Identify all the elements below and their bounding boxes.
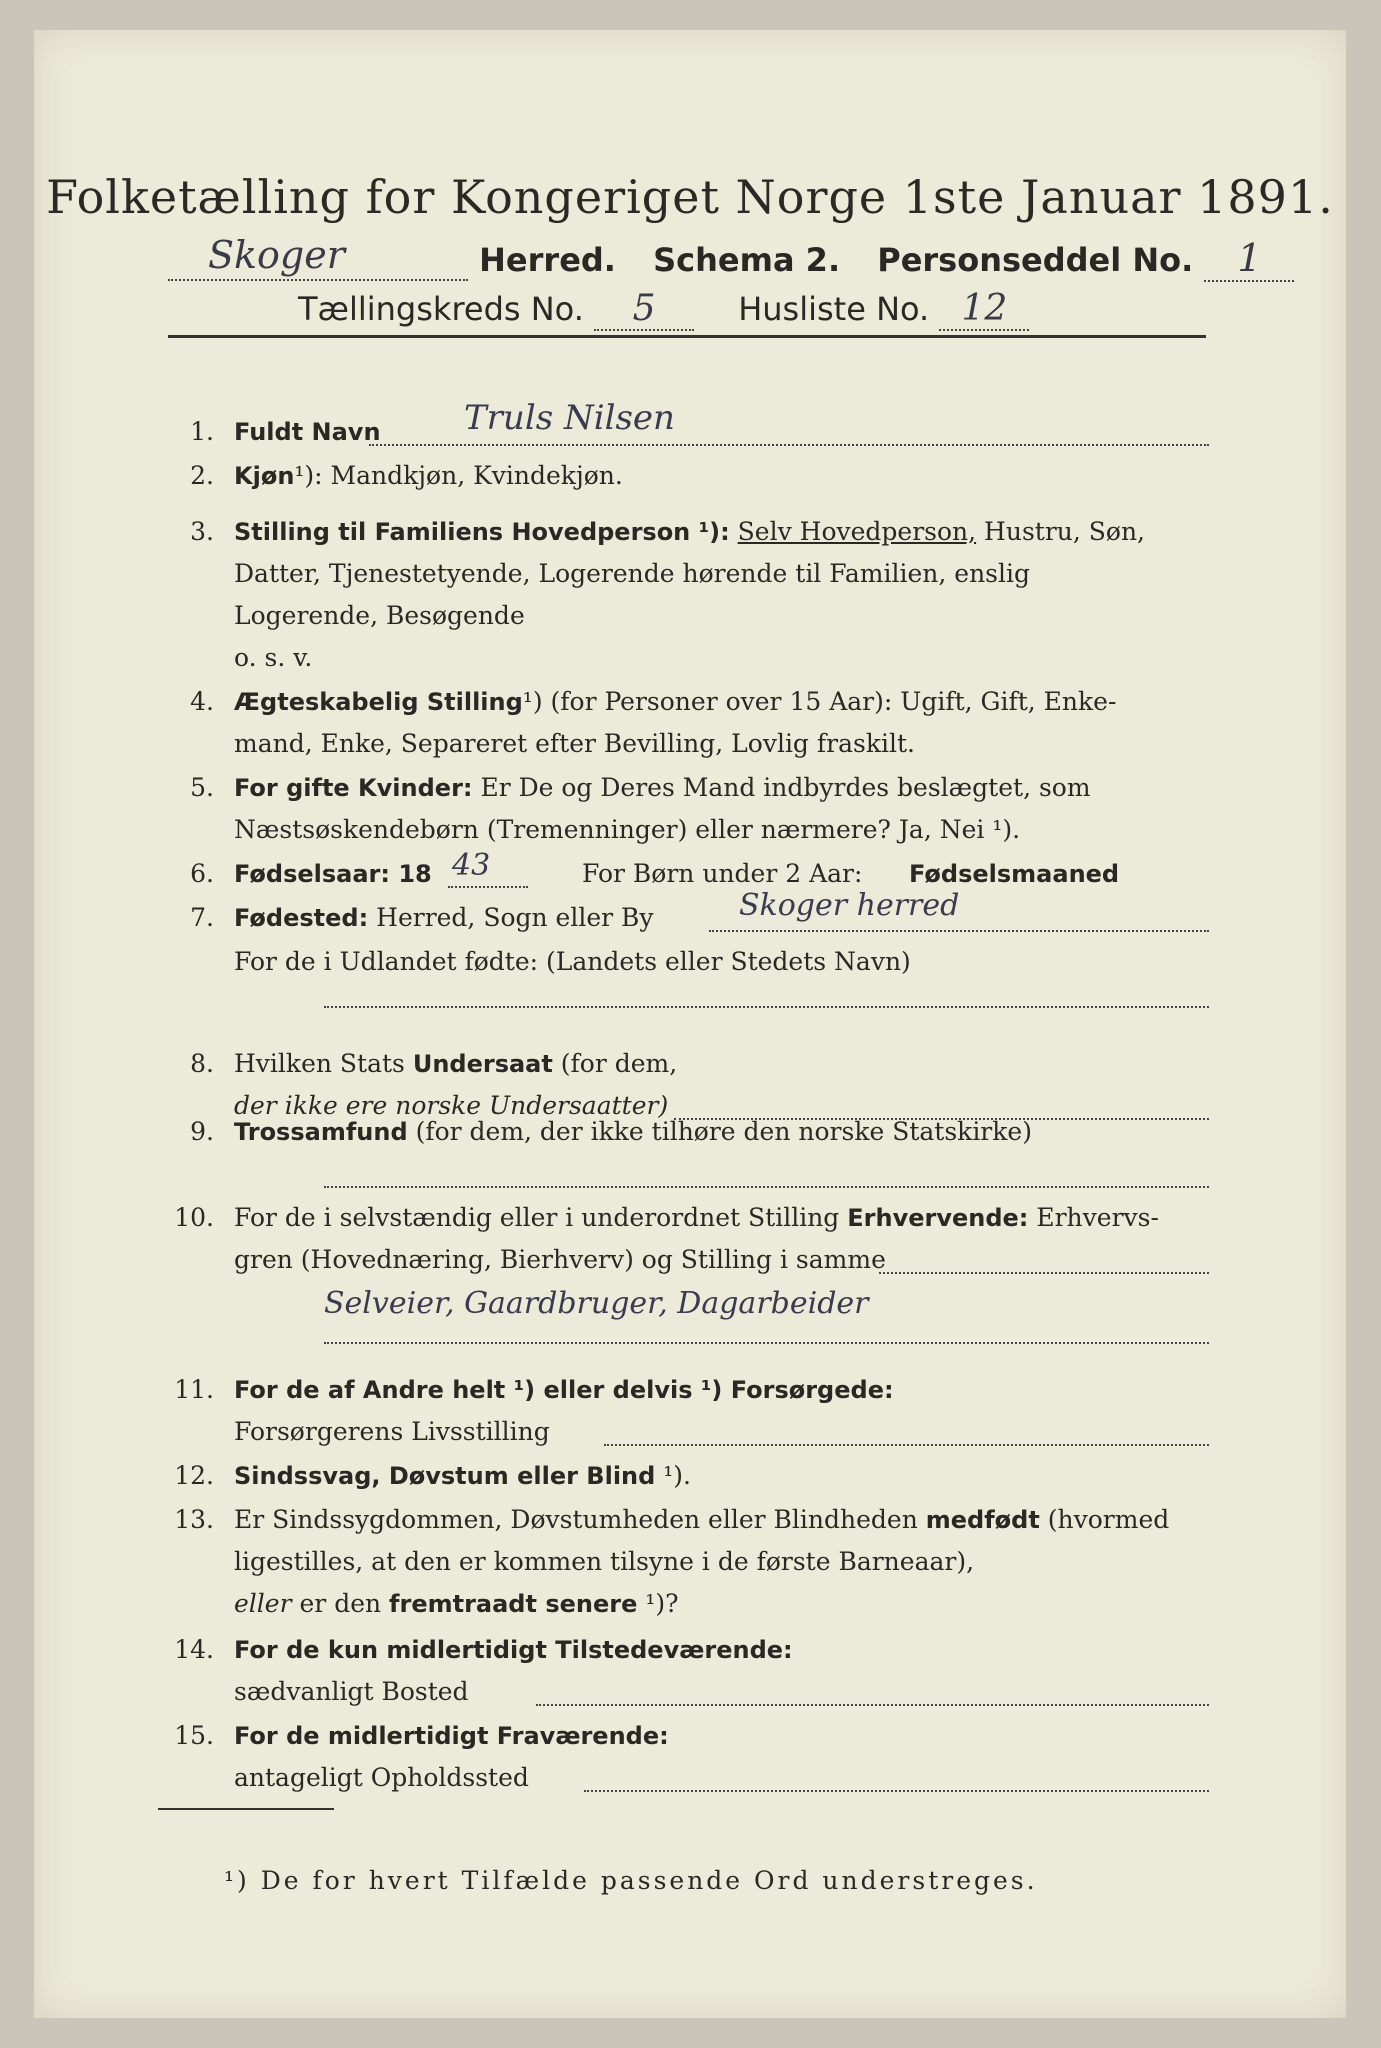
herred-line (168, 233, 1294, 282)
item-6-number: 6. (190, 859, 214, 888)
item-7-text: Herred, Sogn eller By (376, 903, 654, 932)
item-10-label: Erhvervende: (847, 1204, 1029, 1232)
item-4-text: ¹) (for Personer over 15 Aar): Ugift, Gift, Enke- (522, 687, 1117, 716)
item-7-value: Skoger herred (739, 888, 960, 923)
schema-label: Schema 2. (653, 241, 841, 279)
item-5-line2: Næstsøskendebørn (Tremenninger) eller nærmere? Ja, Nei ¹). (234, 815, 1021, 844)
item-15-label: For de midlertidigt Fraværende: (234, 1722, 669, 1750)
item-6-label2: Fødselsmaaned (909, 860, 1120, 888)
husliste-label: Husliste No. (738, 290, 930, 328)
item-3-line2: Datter, Tjenestetyende, Logerende hørende til Familien, enslig (234, 559, 1031, 588)
item-6-label: Fødselsaar: 18 (234, 860, 432, 888)
item-7-number: 7. (190, 903, 214, 932)
footnote: ¹) De for hvert Tilfælde passende Ord understreges. (224, 1866, 1038, 1895)
item-4-number: 4. (190, 687, 214, 716)
item-8-number: 8. (190, 1049, 214, 1078)
item-13-label: medfødt (925, 1506, 1040, 1534)
item-6-text: For Børn under 2 Aar: (582, 859, 863, 888)
item-3-text: Hustru, Søn, (976, 517, 1146, 546)
taellingskreds-value: 5 (632, 288, 656, 329)
item-9-text: (for dem, der ikke tilhøre den norske Statskirke) (415, 1117, 1032, 1146)
item-7-label: Fødested: (234, 904, 369, 932)
item-4-label: Ægteskabelig Stilling (234, 688, 523, 716)
herred-field[interactable] (168, 233, 468, 281)
item-7-field[interactable] (709, 930, 1209, 932)
item-9-number: 9. (190, 1117, 214, 1146)
item-14-number: 14. (174, 1635, 214, 1664)
item-2-text: ¹): Mandkjøn, Kvindekjøn. (294, 461, 623, 490)
item-13-line3b: er den (299, 1589, 382, 1618)
item-13-line3d: ¹)? (645, 1589, 679, 1618)
item-9-label: Trossamfund (234, 1118, 408, 1146)
item-2-label: Kjøn (234, 462, 295, 490)
item-11-number: 11. (174, 1375, 214, 1404)
item-15-line2: antageligt Opholdssted (234, 1763, 529, 1792)
item-13-text2: (hvormed (1047, 1505, 1170, 1534)
item-5-label: For gifte Kvinder: (234, 774, 473, 802)
item-5-number: 5. (190, 773, 214, 802)
item-8-text: Hvilken Stats (234, 1049, 405, 1078)
item-8-label: Undersaat (412, 1050, 553, 1078)
item-11-label: For de af Andre helt ¹) eller delvis ¹) Forsørgede: (234, 1376, 894, 1404)
item-12-number: 12. (174, 1461, 214, 1490)
header-divider (168, 335, 1206, 338)
item-10-text: For de i selvstændig eller i underordnet Stilling (234, 1203, 840, 1232)
item-13-number: 13. (174, 1505, 214, 1534)
item-14-label: For de kun midlertidigt Tilstedeværende: (234, 1636, 793, 1664)
item-14-line2: sædvanligt Bosted (234, 1677, 469, 1706)
item-2-number: 2. (190, 461, 214, 490)
item-12-text: ¹). (663, 1461, 691, 1490)
item-10-number: 10. (174, 1203, 214, 1232)
item-10-extra-field[interactable] (324, 1342, 1209, 1344)
item-10-line2: gren (Hovednæring, Bierhverv) og Stilling i samme (234, 1245, 886, 1274)
item-10-value: Selveier, Gaardbruger, Dagarbeider (324, 1286, 869, 1321)
item-13-line3a: eller (234, 1589, 292, 1618)
kreds-line (298, 288, 1029, 331)
herred-label: Herred. (479, 241, 616, 279)
personseddel-label: Personseddel No. (877, 241, 1194, 279)
herred-value: Skoger (208, 233, 345, 277)
personseddel-field[interactable] (1204, 236, 1294, 282)
taellingskreds-field[interactable] (594, 288, 694, 331)
item-7-line2: For de i Udlandet fødte: (Landets eller Stedets Navn) (234, 947, 911, 976)
item-1-number: 1. (190, 417, 214, 446)
item-7-foreign-field[interactable] (324, 1006, 1209, 1008)
item-3-line4: o. s. v. (234, 643, 313, 672)
item-11-line2: Forsørgerens Livsstilling (234, 1417, 550, 1446)
husliste-value: 12 (961, 288, 1008, 329)
item-10-text2: Erhvervs- (1036, 1203, 1159, 1232)
footnote-divider (158, 1808, 334, 1810)
item-1-label: Fuldt Navn (234, 418, 381, 446)
personseddel-value: 1 (1237, 236, 1262, 280)
item-13-text: Er Sindssygdommen, Døvstumheden eller Blindheden (234, 1505, 918, 1534)
item-3-number: 3. (190, 517, 214, 546)
item-3-selected-option[interactable]: Selv Hovedperson, (737, 517, 977, 546)
form-title: Folketælling for Kongeriget Norge 1ste Januar 1891. (46, 170, 1334, 224)
item-15-field[interactable] (584, 1790, 1209, 1792)
item-8-line2: der ikke ere norske Undersaatter) (234, 1091, 669, 1120)
item-15-number: 15. (174, 1721, 214, 1750)
census-form-page (34, 30, 1346, 2018)
item-12-label: Sindssvag, Døvstum eller Blind (234, 1462, 656, 1490)
item-8-text2: (for dem, (560, 1049, 678, 1078)
item-1-field[interactable] (369, 444, 1209, 446)
item-13-line2: ligestilles, at den er kommen tilsyne i de første Barneaar), (234, 1547, 975, 1576)
item-3-line3: Logerende, Besøgende (234, 601, 525, 630)
item-1-value: Truls Nilsen (464, 398, 675, 438)
item-3-label: Stilling til Familiens Hovedperson ¹): (234, 518, 730, 546)
item-10-field[interactable] (879, 1272, 1209, 1274)
item-11-field[interactable] (604, 1444, 1209, 1446)
taellingskreds-label: Tællingskreds No. (298, 290, 584, 328)
item-6-value: 43 (452, 848, 491, 883)
item-4-line2: mand, Enke, Separeret efter Bevilling, Lovlig fraskilt. (234, 729, 915, 758)
item-13-line3c: fremtraadt senere (389, 1590, 638, 1618)
item-9-field[interactable] (324, 1186, 1209, 1188)
item-14-field[interactable] (536, 1704, 1209, 1706)
husliste-field[interactable] (939, 288, 1029, 331)
item-5-text: Er De og Deres Mand indbyrdes beslægtet, som (480, 773, 1091, 802)
